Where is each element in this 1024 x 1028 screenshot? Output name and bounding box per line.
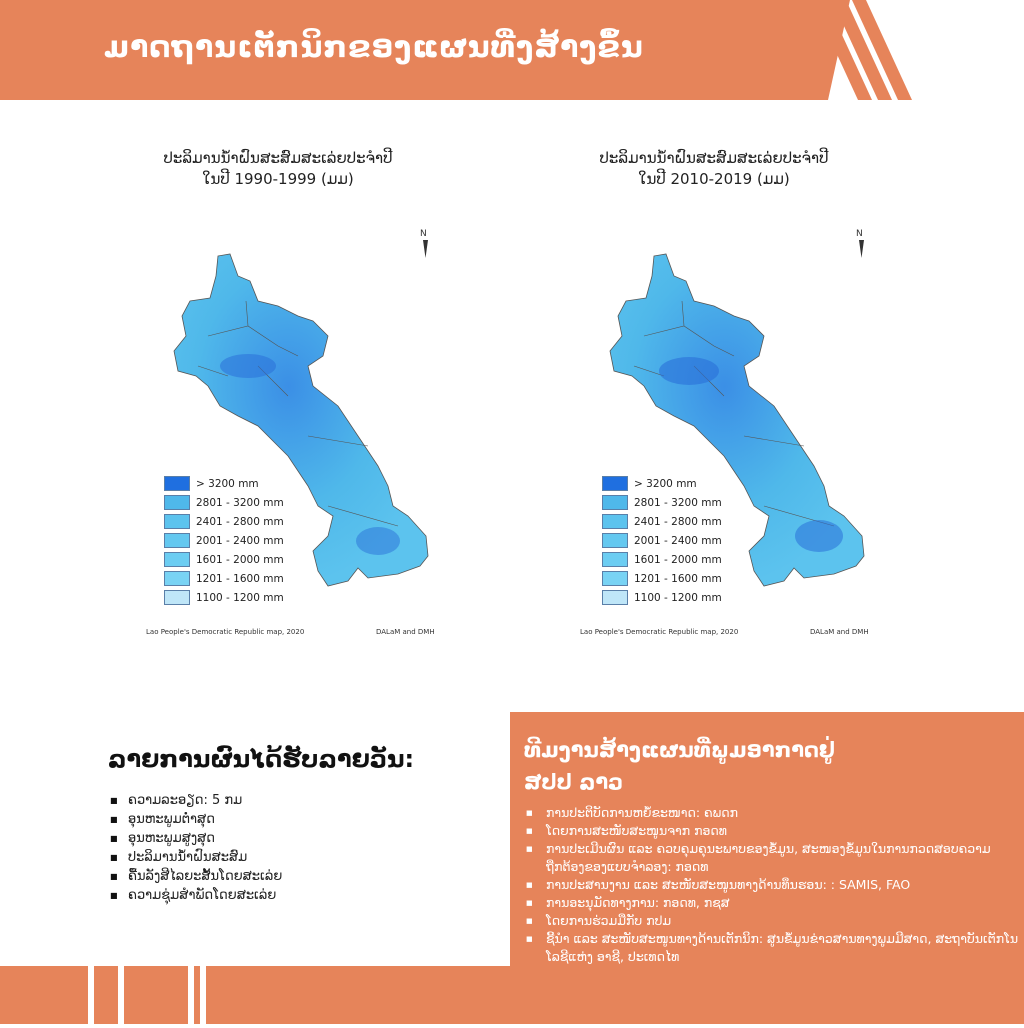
daily-outputs-section: [108, 745, 488, 905]
header-banner: [0, 0, 1024, 100]
svg-text:N: N: [420, 229, 427, 239]
list-item: ■ ຄວາມຊຸ່ມສໍາພັດໂດຍສະເລ່ຍ: [128, 886, 488, 905]
legend-item: 2801 - 3200 mm: [164, 493, 284, 512]
legend-item: > 3200 mm: [602, 474, 722, 493]
list-item: ■ ຄື້ນລັງສີໄລຍະສັ້ນໂດຍສະເລ່ຍ: [128, 867, 488, 886]
map-title: [544, 148, 884, 190]
team-heading: [524, 734, 1024, 798]
daily-outputs-list: [108, 791, 488, 905]
list-item: ■ ໂດຍການສະໜັບສະໜູນຈາກ ກອດທ: [546, 822, 1024, 840]
list-item: ■ ໂດຍການຮ່ວມມືກັບ ກປມ: [546, 912, 1024, 930]
map-legend: [164, 474, 284, 607]
legend-item: 1601 - 2000 mm: [602, 550, 722, 569]
team-heading-line2: ສປປ ລາວ: [524, 770, 624, 794]
list-item: ■ ການອະນຸມັດທາງການ: ກອດທ, ກຊສ: [546, 894, 1024, 912]
map-legend: [602, 474, 722, 607]
daily-outputs-heading: ລາຍການຜົນໄດ້ຮັບລາຍວັນ:: [108, 745, 415, 773]
list-item: ■ ປະລິມານນໍ້າຝົນສະສົມ: [128, 848, 488, 867]
map-title: [108, 148, 448, 190]
north-arrow-icon: [420, 229, 428, 258]
legend-item: 2401 - 2800 mm: [164, 512, 284, 531]
map-credit-right: DALaM and DMH: [810, 628, 869, 636]
svg-text:N: N: [856, 229, 863, 239]
team-list: [546, 804, 1024, 966]
page-title: ມາດຖານເຕັກນິກຂອງແຜນທີ່ງສ້າງຂຶ້ນ: [104, 30, 644, 65]
map-title-line1: ປະລິມານນໍ້າຝົນສະສົມສະເລ່ຍປະຈໍາປີ: [163, 149, 393, 167]
list-item: ■ ຊີ້ນໍາ ແລະ ສະໜັບສະໜູນທາງດ້ານເຕັກນິກ: ສູນຂໍ້ມູນຂ່າວສານທາງພູມມີສາດ, ສະຖາບັນເຕັກໂນໂລຊີແຫ່ງ ອາຊີ, ປະເທດໄທ: [546, 930, 1024, 966]
map-credit-left: Lao People's Democratic Republic map, 2020: [146, 628, 305, 636]
legend-item: 2801 - 3200 mm: [602, 493, 722, 512]
list-item: ■ ອຸນຫະພູມສູງສຸດ: [128, 829, 488, 848]
legend-item: 1201 - 1600 mm: [164, 569, 284, 588]
legend-item: 2001 - 2400 mm: [602, 531, 722, 550]
map-title-line2: ໃນປີ 1990-1999 (ມມ): [202, 170, 354, 188]
map-title-line2: ໃນປີ 2010-2019 (ມມ): [638, 170, 790, 188]
legend-item: 1601 - 2000 mm: [164, 550, 284, 569]
list-item: ■ ການປະເມີນຜົນ ແລະ ຄວບຄຸມຄຸນະພາບຂອງຂໍ້ມູນ, ສະໜອງຂໍ້ມູນໃນການກວດສອບຄວາມຖືກຕ້ອງຂອງແບບຈໍາລອງ: ກອດທ: [546, 840, 1024, 876]
north-arrow-icon: [856, 229, 864, 258]
map-credit-left: Lao People's Democratic Republic map, 2020: [580, 628, 739, 636]
legend-item: > 3200 mm: [164, 474, 284, 493]
map-credit-right: DALaM and DMH: [376, 628, 435, 636]
footer-banner: [0, 966, 1024, 1024]
map-panel-1990-1999: [108, 148, 448, 636]
list-item: ■ ການປະຕິບັດການຫຍໍ້ຂະໜາດ: ຄພດກ: [546, 804, 1024, 822]
team-heading-line1: ທີມງານສ້າງແຜນທີ່ພູມອາກາດຢູ່: [524, 738, 835, 762]
legend-item: 2001 - 2400 mm: [164, 531, 284, 550]
legend-item: 1201 - 1600 mm: [602, 569, 722, 588]
list-item: ■ ອຸນຫະພູມຕໍ່າສຸດ: [128, 810, 488, 829]
list-item: ■ ການປະສານງານ ແລະ ສະໜັບສະໜູນທາງດ້ານທຶນຮອນ: : SAMIS, FAO: [546, 876, 1024, 894]
legend-item: 2401 - 2800 mm: [602, 512, 722, 531]
map-panel-2010-2019: [544, 148, 884, 636]
map-title-line1: ປະລິມານນໍ້າຝົນສະສົມສະເລ່ຍປະຈໍາປີ: [599, 149, 829, 167]
legend-item: 1100 - 1200 mm: [164, 588, 284, 607]
list-item: ■ ຄວາມລະອຽດ: 5 ກມ: [128, 791, 488, 810]
legend-item: 1100 - 1200 mm: [602, 588, 722, 607]
team-box: [510, 712, 1024, 972]
footer-background: [0, 966, 1024, 1024]
